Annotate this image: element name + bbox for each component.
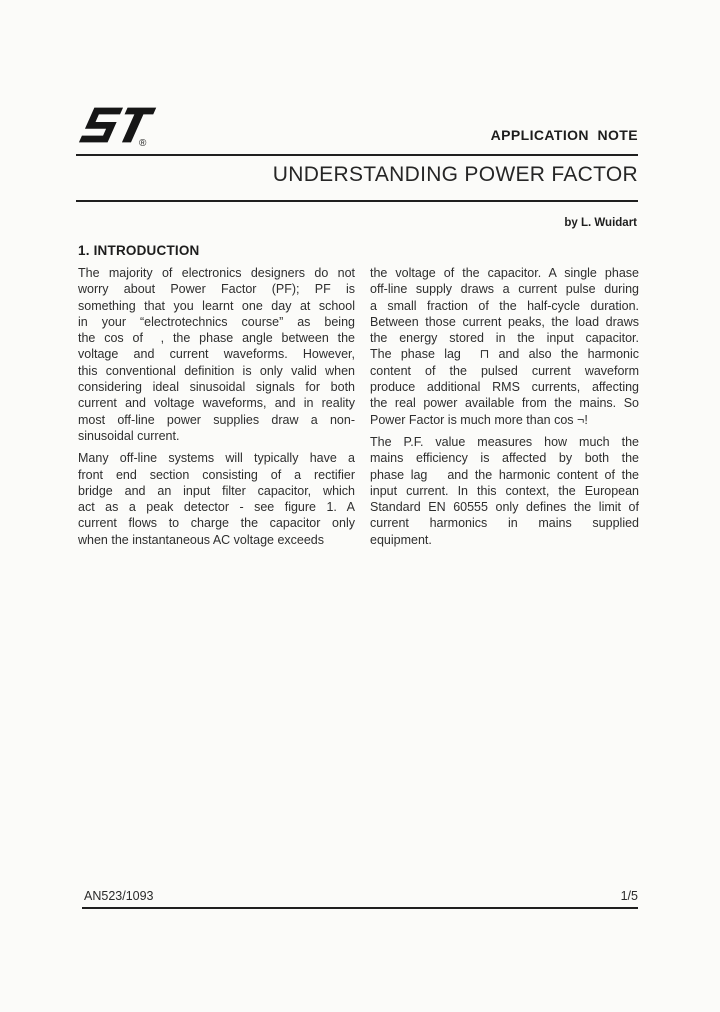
text-line: the cos of , the phase angle between the (78, 331, 355, 346)
text-line: considering ideal sinusoidal signals for both (78, 380, 355, 395)
text-line: Standard EN 60555 only defines the limit of (370, 500, 639, 515)
column-left (78, 265, 355, 548)
footer-rule (82, 907, 638, 909)
text-line: Many off-line systems will typically have a (78, 451, 355, 466)
text-line: equipment. (370, 532, 432, 547)
text-line: Between those current peaks, the load draws (370, 314, 639, 329)
text-line: in your “electrotechnics course” as being (78, 314, 355, 329)
text-line: the real power available from the mains. So (370, 396, 639, 411)
page-number: 1/5 (620, 889, 638, 903)
text-line: the energy stored in the input capacitor. (370, 331, 639, 346)
text-line: current and voltage waveforms, and in reality (78, 396, 355, 411)
doc-id: AN523/1093 (84, 889, 154, 903)
text-line: something that you learnt one day at school (78, 298, 355, 313)
section-heading: 1. INTRODUCTION (78, 243, 200, 258)
text-line: sinusoidal current. (78, 428, 180, 443)
application-note-label: APPLICATION NOTE (490, 127, 638, 143)
text-line: mains efficiency is affected by both the (370, 451, 639, 466)
text-line: produce additional RMS currents, affecting (370, 380, 639, 395)
text-line: this conventional definition is only valid when (78, 363, 355, 378)
text-line: phase lag and the harmonic content of the (370, 467, 639, 482)
paragraph (370, 434, 639, 548)
text-line: bridge and an input filter capacitor, which (78, 483, 355, 498)
text-line: front end section consisting of a rectifier (78, 467, 355, 482)
text-line: input current. In this context, the European (370, 483, 639, 498)
text-line: voltage and current waveforms. However, (78, 347, 355, 362)
text-line: The majority of electronics designers do not (78, 266, 355, 280)
paragraph (78, 265, 355, 444)
text-line: Power Factor is much more than cos ¬! (370, 412, 588, 427)
text-line: content of the pulsed current waveform (370, 363, 639, 378)
text-line: off-line supply draws a current pulse during (370, 282, 639, 297)
page-title: UNDERSTANDING POWER FACTOR (272, 163, 638, 186)
text-line: a small fraction of the half-cycle duration. (370, 298, 639, 313)
paragraph (370, 265, 639, 428)
text-line: The P.F. value measures how much the (370, 434, 639, 449)
text-line: most off-line power supplies draw a non- (78, 412, 355, 427)
header-rule-top (76, 154, 638, 156)
header-rule-bottom (76, 200, 638, 202)
text-line: current flows to charge the capacitor only (78, 516, 355, 531)
registered-trademark-symbol: ® (139, 138, 147, 149)
text-line: the voltage of the capacitor. A single phase (370, 266, 639, 280)
paragraph (78, 450, 355, 548)
column-right (370, 265, 639, 548)
byline: by L. Wuidart (564, 217, 637, 229)
text-line: when the instantaneous AC voltage exceeds (78, 532, 325, 547)
st-logo (77, 101, 161, 153)
text-line: act as a peak detector - see figure 1. A (78, 500, 355, 515)
text-line: worry about Power Factor (PF); PF is (78, 282, 355, 297)
text-line: The phase lag ⊓ and also the harmonic (370, 347, 639, 362)
text-line: current harmonics in mains supplied (370, 516, 639, 531)
